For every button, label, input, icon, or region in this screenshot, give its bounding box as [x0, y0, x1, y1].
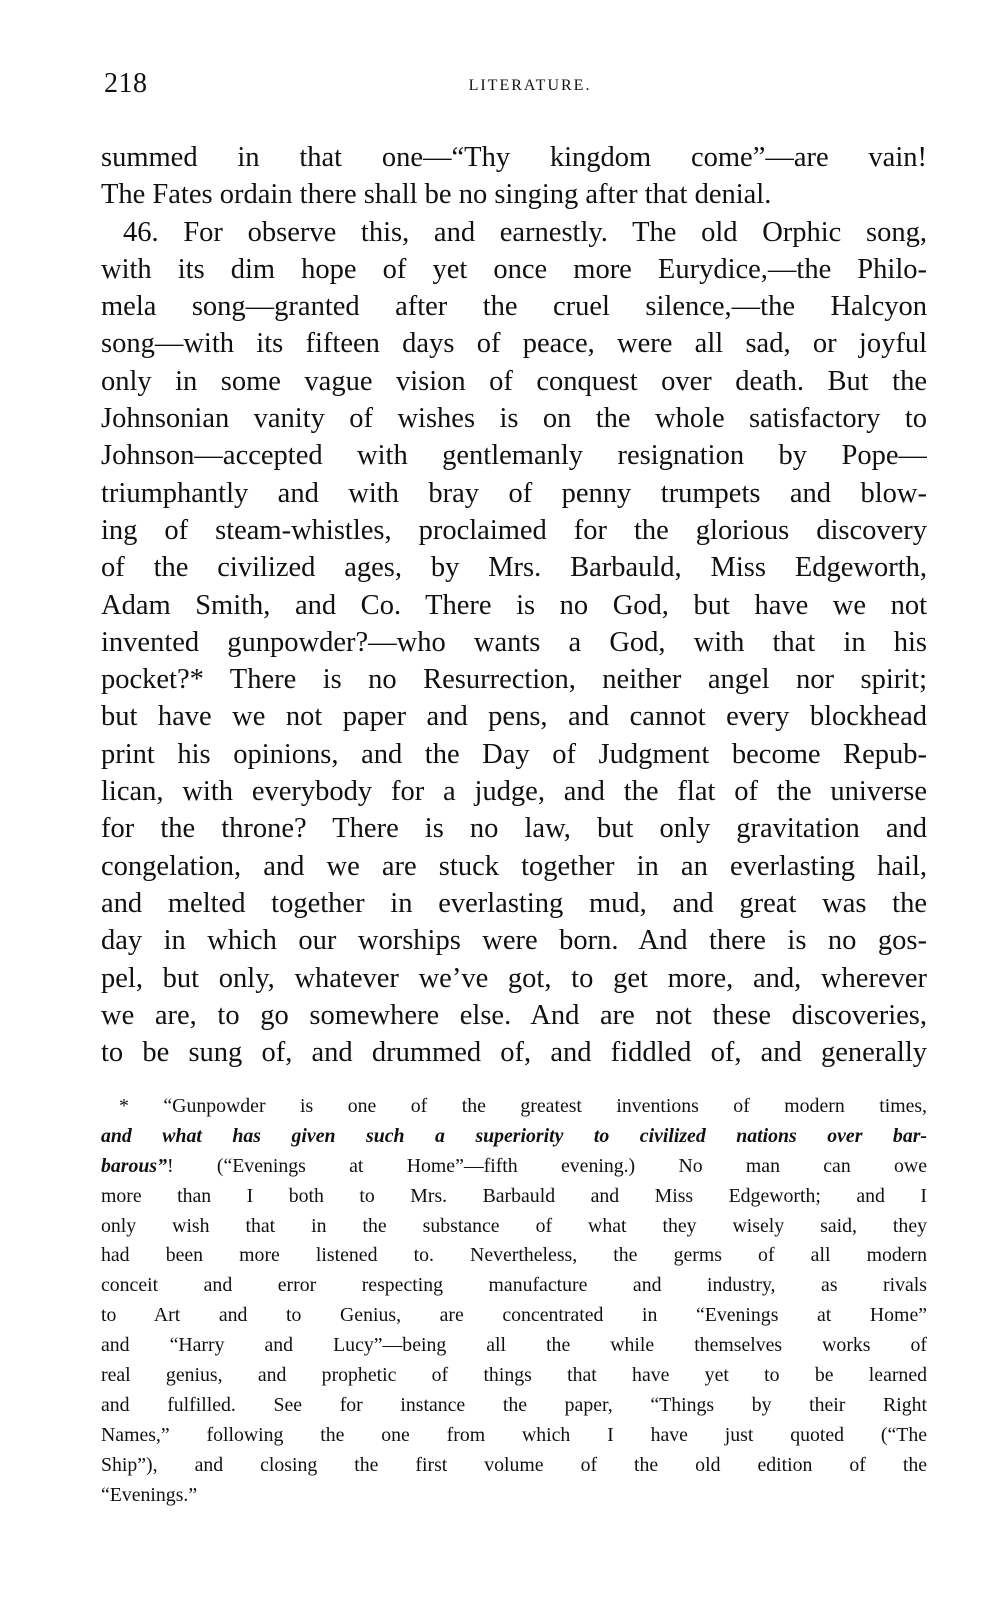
footnote-line: had been more listened to. Nevertheless, the germs of all modern [101, 1244, 927, 1267]
body-line: of the civilized ages, by Mrs. Barbauld, Miss Edgeworth, [101, 552, 927, 584]
body-line: day in which our worships were born. And there is no gos- [101, 925, 927, 957]
footnote-citation: ! (“Evenings at Home”—fifth evening.) No man can owe [166, 1154, 927, 1177]
body-line: but have we not paper and pens, and cannot every blockhead [101, 701, 927, 733]
paragraph-46-start: 46. For observe this, and earnestly. The old Orphic song, [123, 216, 927, 248]
body-line: The Fates ordain there shall be no singing after that denial. [101, 179, 772, 211]
footnote-italic-quote-end: barous” [101, 1154, 167, 1177]
footnote-line: more than I both to Mrs. Barbauld and Miss Edgeworth; and I [101, 1184, 927, 1207]
body-line: Johnsonian vanity of wishes is on the whole satisfactory to [101, 403, 927, 435]
body-line: summed in that one—“Thy kingdom come”—are vain! [101, 142, 927, 173]
footnote-line: Names,” following the one from which I have just quoted (“The [101, 1423, 927, 1446]
footnote-italic-quote: and what has given such a superiority to civilized nations over bar- [101, 1124, 927, 1147]
body-line: lican, with everybody for a judge, and the flat of the universe [101, 776, 927, 808]
body-line: congelation, and we are stuck together in an everlasting hail, [101, 850, 927, 882]
body-line: triumphantly and with bray of penny trumpets and blow- [101, 477, 927, 509]
footnote-line: to Art and to Genius, are concentrated in “Evenings at Home” [101, 1304, 927, 1327]
page-header [104, 68, 926, 102]
body-line: and melted together in everlasting mud, and great was the [101, 887, 927, 919]
body-line: to be sung of, and drummed of, and fiddled of, and generally [101, 1037, 927, 1069]
body-line: print his opinions, and the Day of Judgment become Repub- [101, 738, 927, 770]
main-text [101, 139, 927, 1071]
body-line: Adam Smith, and Co. There is no God, but have we not [101, 589, 927, 621]
body-line: invented gunpowder?—who wants a God, with that in his [101, 626, 927, 658]
body-line: ing of steam-whistles, proclaimed for the glorious discovery [101, 514, 927, 546]
footnote [101, 1092, 927, 1510]
page-number: 218 [104, 68, 148, 99]
footnote-line: and fulfilled. See for instance the paper, “Things by their Right [101, 1393, 927, 1416]
body-line: pel, but only, whatever we’ve got, to get more, and, wherever [101, 962, 927, 994]
body-line: song—with its fifteen days of peace, were all sad, or joyful [101, 328, 927, 360]
body-line: only in some vague vision of conquest over death. But the [101, 365, 927, 397]
body-line: with its dim hope of yet once more Eurydice,—the Philo- [101, 253, 927, 285]
body-line-footnote-ref: pocket?* There is no Resurrection, neither angel nor spirit; [101, 664, 927, 696]
footnote-line: conceit and error respecting manufacture and industry, as rivals [101, 1274, 927, 1297]
footnote-line: Ship”), and closing the first volume of the old edition of the [101, 1453, 927, 1476]
body-line: we are, to go somewhere else. And are not these discoveries, [101, 999, 927, 1031]
footnote-line [101, 1152, 927, 1182]
body-line: Johnson—accepted with gentlemanly resignation by Pope— [101, 440, 927, 472]
footnote-line: and “Harry and Lucy”—being all the while themselves works of [101, 1334, 927, 1357]
body-line: for the throne? There is no law, but only gravitation and [101, 813, 927, 845]
body-line: mela song—granted after the cruel silence,—the Halcyon [101, 291, 927, 323]
footnote-line-last: “Evenings.” [101, 1483, 198, 1506]
footnote-line: only wish that in the substance of what they wisely said, they [101, 1214, 927, 1237]
running-head: LITERATURE. [468, 77, 592, 94]
footnote-line: * “Gunpowder is one of the greatest inventions of modern times, [119, 1095, 927, 1117]
footnote-line: real genius, and prophetic of things that have yet to be learned [101, 1364, 927, 1387]
